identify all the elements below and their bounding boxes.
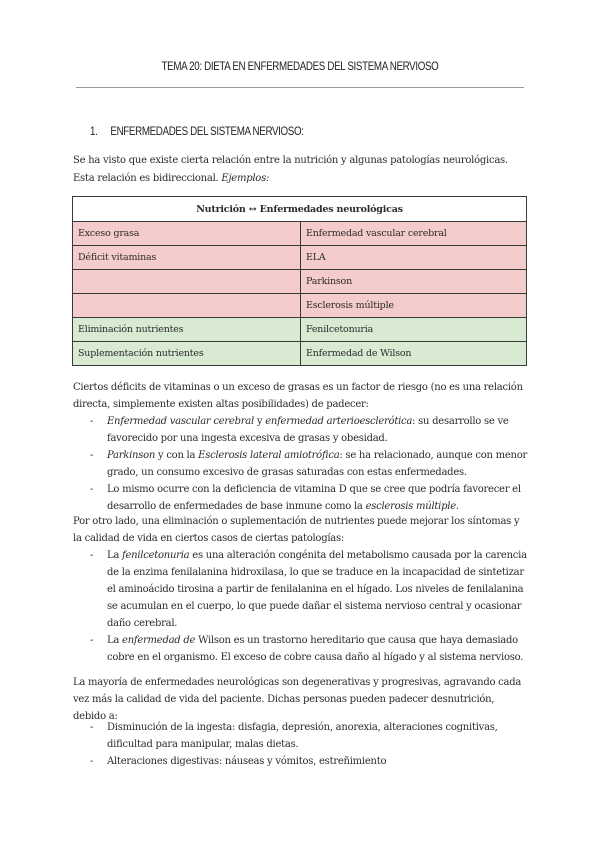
list-item (73, 481, 529, 515)
intro-paragraph (73, 152, 529, 188)
disease-name: enfermedad de (122, 635, 196, 646)
table-row (73, 294, 527, 318)
section-number: 1. (90, 126, 98, 138)
list-item (73, 632, 529, 666)
disease-name: fenilcetonuria (122, 550, 190, 561)
list-text: Wilson es un trastorno hereditario que causa que haya demasiado cobre en el organismo. El exceso de cobre causa daño al hígado y al sistema nervioso. (107, 635, 524, 663)
disease-name: Esclerosis lateral amiotrófica (198, 450, 340, 461)
benefit-list (73, 547, 529, 666)
list-item: - Alteraciones digestivas: náuseas y vómitos, estreñimiento (73, 753, 529, 770)
table-row (73, 246, 527, 270)
table-cell-disease: Enfermedad vascular cerebral (301, 222, 527, 246)
list-text: La (107, 550, 123, 561)
table-cell-disease: ELA (301, 246, 527, 270)
list-item (73, 413, 529, 447)
table-cell-nutrition: Exceso grasa (73, 222, 301, 246)
disease-name: enfermedad arterioesclerótica (265, 416, 413, 427)
list-item: - Disminución de la ingesta: disfagia, depresión, anorexia, alteraciones cognitivas, dificultad para manipular, malas dietas. (73, 719, 529, 753)
risk-paragraph: Ciertos déficits de vitaminas o un exceso de grasas es un factor de riesgo (no es una relación directa, simplemente existen altas posibilidades) de padecer: (73, 382, 523, 410)
list-text: : se ha relacionado, aunque con menor grado, un consumo excesivo de grasas saturadas con estas enfermedades. (107, 450, 528, 478)
table-cell-nutrition: Déficit vitaminas (73, 246, 301, 270)
list-text: y (253, 416, 266, 427)
section-title: ENFERMEDADES DEL SISTEMA NERVIOSO: (110, 126, 304, 138)
table-header: Nutrición ↔ Enfermedades neurológicas (73, 197, 527, 222)
intro-text: Se ha visto que existe cierta relación entre la nutrición y algunas patologías neurológicas. Esta relación es bidireccional. (73, 155, 508, 184)
table-cell-disease: Parkinson (301, 270, 527, 294)
degenerative-paragraph: La mayoría de enfermedades neurológicas son degenerativas y progresivas, agravando cada vez más la calidad de vida del paciente. Dichas personas pueden padecer desnutrición, debido a: (73, 677, 522, 722)
malnutrition-causes-list (73, 719, 529, 770)
table-row (73, 318, 527, 342)
nutrition-disease-table (72, 196, 527, 366)
list-item (73, 447, 529, 481)
risk-list (73, 413, 529, 515)
disease-name: Parkinson (107, 450, 156, 461)
intro-examples-label: Ejemplos: (221, 173, 270, 184)
benefit-paragraph: Por otro lado, una eliminación o suplementación de nutrientes puede mejorar los síntomas y la calidad de vida en ciertos casos de ciertas patologías: (73, 516, 520, 544)
disease-name: Enfermedad vascular cerebral (107, 416, 254, 427)
table-cell-nutrition: Suplementación nutrientes (73, 342, 301, 366)
list-text: Lo mismo ocurre con la deficiencia de vitamina D que se cree que podría favorecer el desarrollo de enfermedades de base inmune como la (107, 484, 521, 512)
table-cell-nutrition (73, 294, 301, 318)
table-cell-nutrition (73, 270, 301, 294)
table-cell-nutrition: Eliminación nutrientes (73, 318, 301, 342)
title-divider (76, 87, 524, 88)
document-title: TEMA 20: DIETA EN ENFERMEDADES DEL SISTEMA NERVIOSO (161, 61, 439, 73)
section-heading (90, 126, 304, 138)
list-text: La (107, 635, 123, 646)
list-text: . (455, 501, 459, 512)
table-cell-disease: Esclerosis múltiple (301, 294, 527, 318)
list-text: y con la (155, 450, 199, 461)
table-cell-disease: Enfermedad de Wilson (301, 342, 527, 366)
list-item (73, 547, 529, 632)
table-row (73, 222, 527, 246)
disease-name: esclerosis múltiple (365, 501, 456, 512)
list-text: es una alteración congénita del metabolismo causada por la carencia de la enzima fenilalanina hidroxilasa, lo que se traduce en la incapacidad de sintetizar el aminoácido tirosina a partir de fenilalanina en el hígado. Los niveles de fenilalanina se acumulan en el cuerpo, lo que puede dañar el sistema nervioso central y ocasionar daño cerebral. (107, 550, 527, 629)
table-row (73, 342, 527, 366)
table-row (73, 270, 527, 294)
table-cell-disease: Fenilcetonuria (301, 318, 527, 342)
list-text: : su desarrollo se ve favorecido por una ingesta excesiva de grasas y obesidad. (107, 416, 509, 444)
